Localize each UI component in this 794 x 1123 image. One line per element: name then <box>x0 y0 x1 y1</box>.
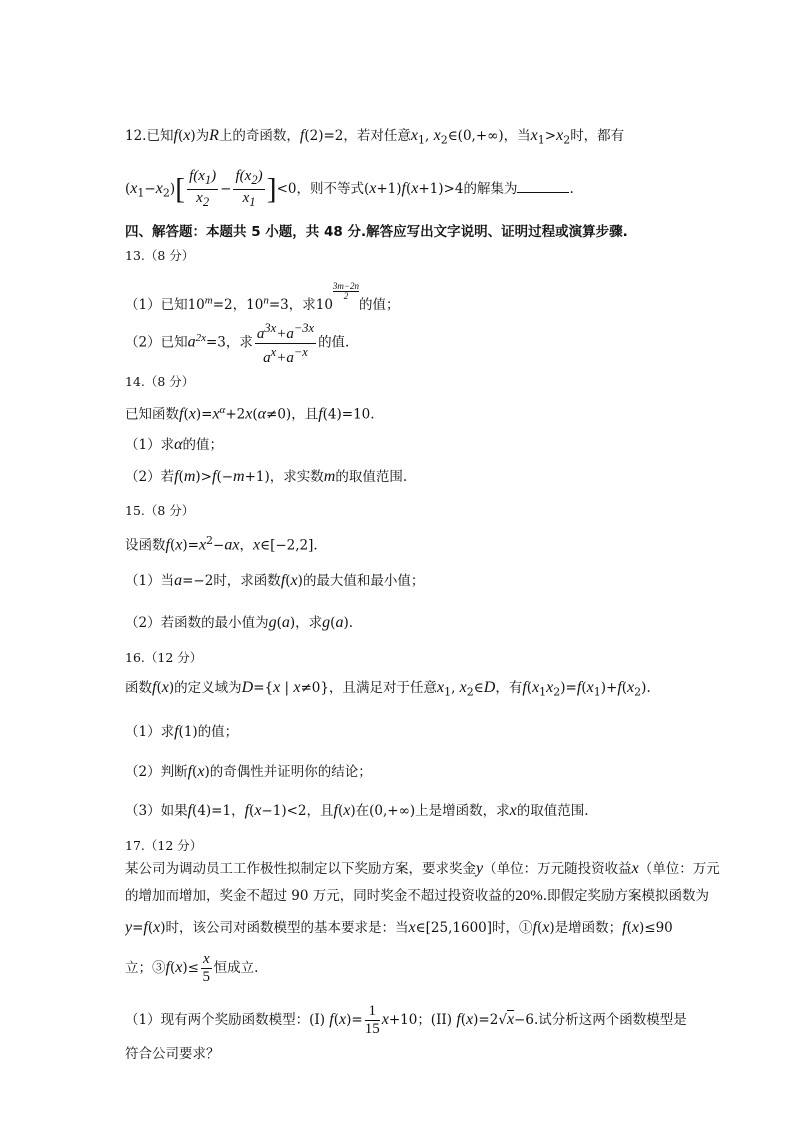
q14-header: 14.（8 分） <box>125 374 195 389</box>
q16-stem: 函数f(x)的定义域为D={x | x≠0}，且满足对于任意$x_1$, $x_2\in D$，有$f(x_1x_2)=f(x_1)+f(x_2)$. <box>125 679 651 699</box>
q15-part1: （1）当a=−2时，求函数f(x)的最大值和最小值； <box>125 572 425 589</box>
q14-part2: （2）若f(m)>f(−m+1)，求实数m的取值范围. <box>125 468 408 485</box>
q16-part1: （1）求f(1)的值； <box>125 723 239 740</box>
q15-stem: 设函数$f(x)=x^2-ax$，x∈[−2,2]. <box>125 534 318 554</box>
q16-part3: （3）如果f(4)=1，f(x−1)<2，且f(x)在(0,+∞)上是增函数，求x的取值范围. <box>125 802 589 819</box>
q16-header: 16.（12 分） <box>125 650 203 665</box>
q13-part1: （1）已知$10^m=2$，$10^n=3$，求10 $\frac{3m-2n}{2}$ 的值； <box>125 281 400 313</box>
fraction: $\frac{1}{15}$ <box>364 1003 380 1037</box>
q14-part1: （1）求α的值； <box>125 436 223 453</box>
q17-line4: 立；③f(x)≤ $\frac{x}{5}$ 恒成立. <box>125 951 259 985</box>
fraction: $\frac{x}{5}$ <box>202 951 211 985</box>
q17-header: 17.（12 分） <box>125 838 203 853</box>
q16-part2: （2）判断f(x)的奇偶性并证明你的结论； <box>125 763 372 780</box>
q13-header: 13.（8 分） <box>125 248 195 263</box>
q17-part1: （1）现有两个奖励函数模型：(I) f(x)= $\frac{1}{15}$ x+10；(II) f(x)=2√x−6.试分析这两个函数模型是 <box>125 1003 687 1037</box>
fraction: $\frac{a^{3x}+a^{-3x}}{a^x+a^{-x}}$ <box>256 320 315 366</box>
math-fx: f <box>173 127 178 144</box>
q15-header: 15.（8 分） <box>125 503 195 518</box>
q17-part1-cont: 符合公司要求？ <box>125 1046 220 1062</box>
section-title: 四、解答题：本题共 5 小题，共 48 分.解答应写出文字说明、证明过程或演算步骤. <box>125 224 628 240</box>
fraction: $\frac{f(x_1)}{x_2}$ <box>189 168 217 209</box>
q12-line1: 12.已知f(x)为R上的奇函数，f(2)=2，若对任意$x_1$, $x_2\in(0,+\infty)$，当$x_1>x_2$时，都有 <box>125 127 625 147</box>
fraction: $\frac{f(x_2)}{x_1}$ <box>235 168 263 209</box>
answer-blank <box>517 178 569 193</box>
q17-line2: 的增加而增加，奖金不超过 90 万元，同时奖金不超过投资收益的20%.即假定奖励方案模拟函数为 <box>125 888 710 904</box>
q12-line2: $(x_1-x_2)$[ $\frac{f(x_1)}{x_2}$ − $\frac{f(x_2)}{x_1}$ ]<0，则不等式(x+1)f(x+1)>4的解集为 . <box>125 168 574 209</box>
q17-line3: y=f(x)时，该公司对函数模型的基本要求是：当x∈[25,1600]时，①f(x)是增函数；f(x)≤90 <box>125 919 673 936</box>
exponent-fraction: $\frac{3m-2n}{2}$ <box>332 281 359 301</box>
q14-stem: 已知函数$f(x)=x^\alpha+2x(\alpha\ne 0)$，且f(4)=10. <box>125 404 375 423</box>
q15-part2: （2）若函数的最小值为g(a)，求g(a). <box>125 614 354 631</box>
q13-part2: （2）已知$a^{2x}=3$，求 $\frac{a^{3x}+a^{-3x}}{a^x+a^{-x}}$ 的值. <box>125 320 350 366</box>
q17-line1: 某公司为调动员工工作极性拟制定以下奖励方案，要求奖金y（单位：万元随投资收益x（单位：万元 <box>125 860 720 877</box>
